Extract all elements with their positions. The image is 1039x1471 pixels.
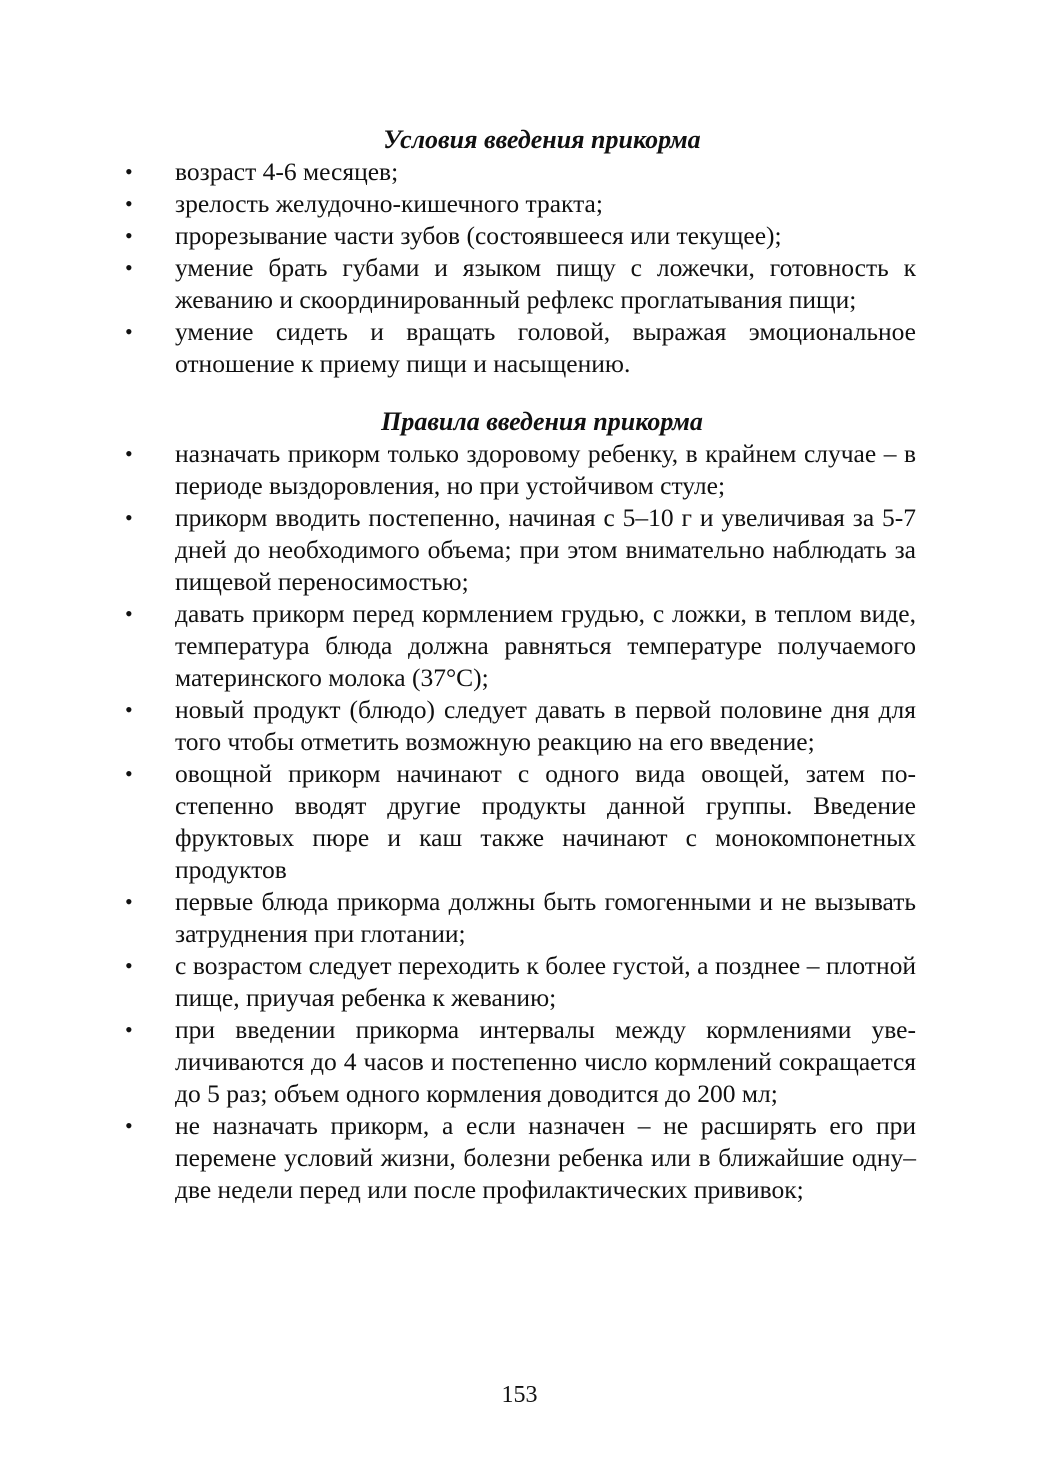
list-item-text: прорезывание части зубов (состоявшееся или текущее); (175, 221, 782, 250)
list-item-text: новый продукт (блюдо) следует давать в первой половине дня для того чтобы отметить возможную реакцию на его введение; (175, 695, 916, 756)
bullet-icon: • (125, 159, 133, 184)
list-item (120, 220, 916, 252)
bullet-icon: • (125, 1113, 133, 1138)
list-item-text: умение сидеть и вращать головой, выражая эмоциональное отношение к приему пищи и насыщению. (175, 317, 916, 378)
section-spacer (120, 380, 916, 406)
list-item (120, 694, 916, 758)
list-item-text: овощной прикорм начинают с одного вида овощей, затем постепенно вводят другие продукты данной группы. Введение фруктовых пюре и каш также начинают с монокомпонетных продуктов (175, 759, 916, 884)
bullet-icon: • (125, 601, 133, 626)
list-item (120, 438, 916, 502)
list-item-text: прикорм вводить постепенно, начиная с 5–10 г и увеличивая за 5-7 дней до необходимого объема; при этом внимательно наблюдать за пищевой переносимостью; (175, 503, 916, 596)
list-item (120, 316, 916, 380)
list-item-text: с возрастом следует переходить к более густой, а позднее – плотной пище, приучая ребенка к жеванию; (175, 951, 916, 1012)
bullet-icon: • (125, 223, 133, 248)
list-item (120, 252, 916, 316)
list-item (120, 502, 916, 598)
list-item (120, 1110, 916, 1206)
list-item (120, 598, 916, 694)
bullet-icon: • (125, 505, 133, 530)
list-item (120, 886, 916, 950)
list-item-text: первые блюда прикорма должны быть гомогенными и не вызывать затруднения при глотании; (175, 887, 916, 948)
bullet-icon: • (125, 889, 133, 914)
bullet-icon: • (125, 761, 133, 786)
conditions-list (120, 156, 916, 380)
rules-list (120, 438, 916, 1206)
list-item-text: назначать прикорм только здоровому ребенку, в крайнем случае – в периоде выздоровления, но при устойчивом стуле; (175, 439, 916, 500)
list-item-text: при введении прикорма интервалы между кормлениями увеличиваются до 4 часов и постепенно число кормлений сокращается до 5 раз; объем одного кормления доводится до 200 мл; (175, 1015, 916, 1108)
bullet-icon: • (125, 255, 133, 280)
bullet-icon: • (125, 191, 133, 216)
list-item-text: умение брать губами и языком пищу с ложечки, готовность к жеванию и скоординированный рефлекс проглатывания пищи; (175, 253, 916, 314)
bullet-icon: • (125, 441, 133, 466)
list-item-text: возраст 4-6 месяцев; (175, 157, 399, 186)
list-item-text: зрелость желудочно-кишечного тракта; (175, 189, 603, 218)
list-item (120, 188, 916, 220)
list-item (120, 950, 916, 1014)
bullet-icon: • (125, 319, 133, 344)
bullet-icon: • (125, 697, 133, 722)
list-item (120, 1014, 916, 1110)
list-item-text: не назначать прикорм, а если назначен – не расширять его при перемене условий жизни, болезни ребенка или в ближайшие одну–две недели перед или после профилактических прививок; (175, 1111, 916, 1204)
list-item (120, 758, 916, 886)
bullet-icon: • (125, 953, 133, 978)
bullet-icon: • (125, 1017, 133, 1042)
page-content (120, 124, 916, 1206)
section-heading-rules: Правила введения прикорма (381, 407, 703, 436)
section-heading-conditions: Условия введения прикорма (383, 125, 701, 154)
list-item (120, 156, 916, 188)
page-number: 153 (501, 1382, 538, 1408)
list-item-text: давать прикорм перед кормлением грудью, с ложки, в теплом виде, температура блюда должна равняться температуре получаемого материнского молока (37°С); (175, 599, 916, 692)
